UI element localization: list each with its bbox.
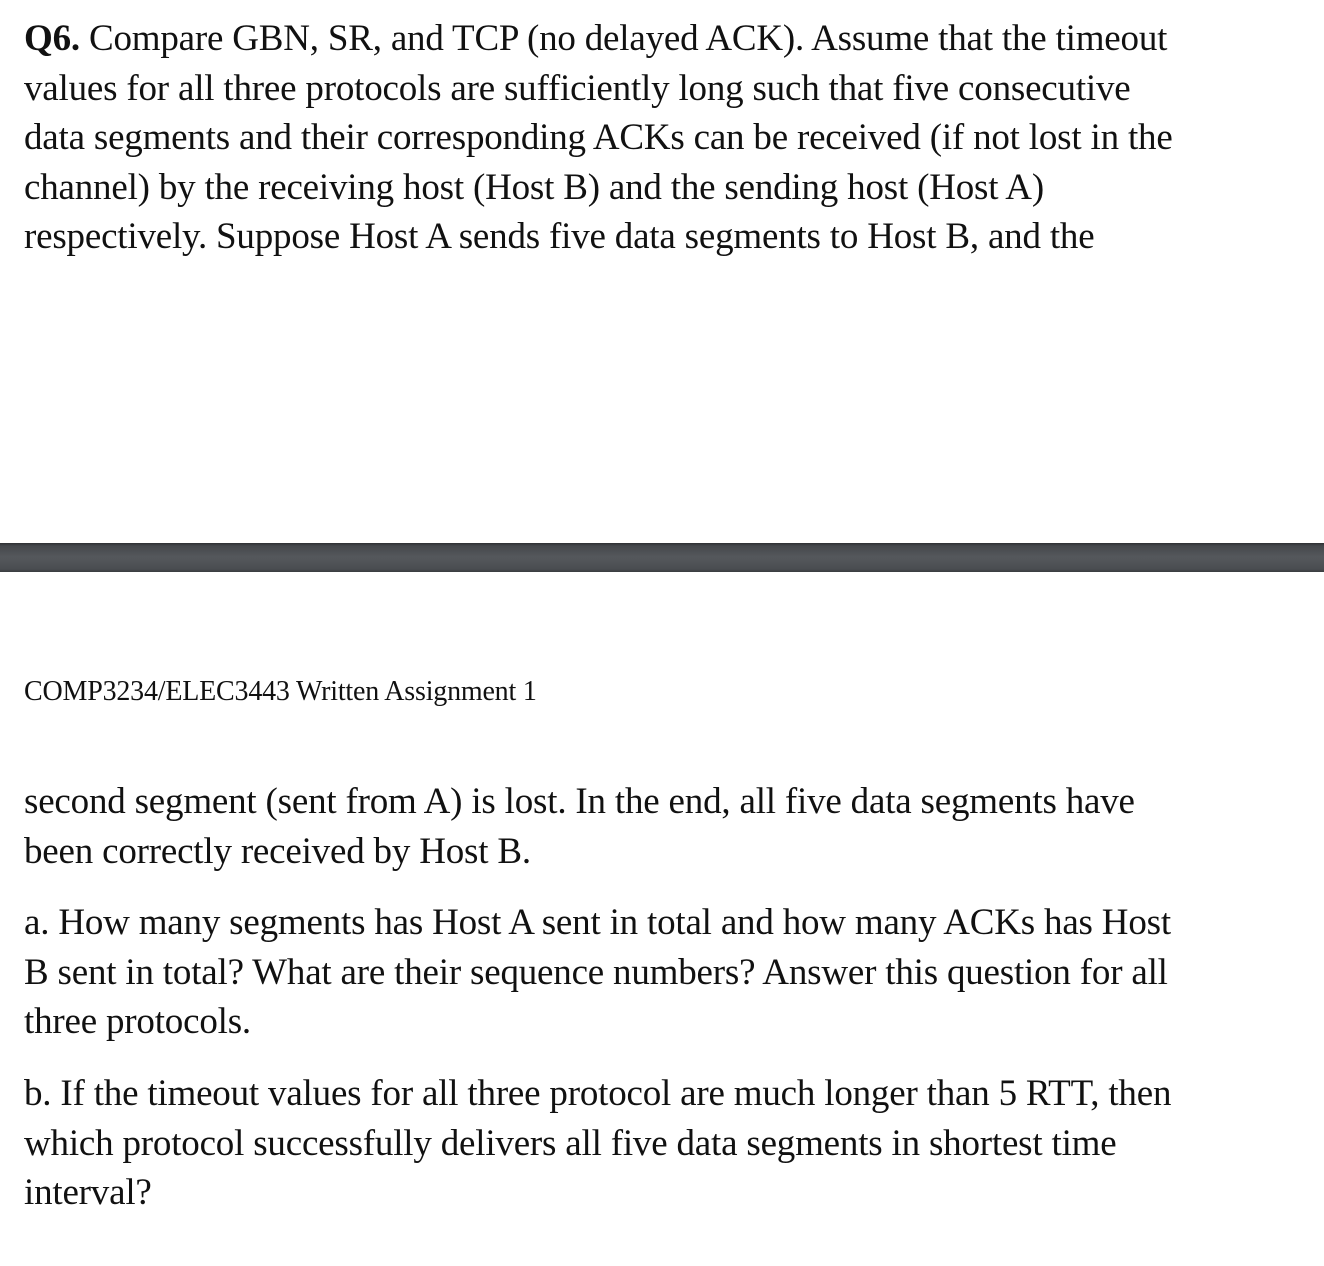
part-a-paragraph — [24, 898, 1314, 1047]
question-line-4: channel) by the receiving host (Host B) and the sending host (Host A) — [24, 166, 1044, 208]
question-line-5: respectively. Suppose Host A sends five data segments to Host B, and the — [24, 216, 1095, 258]
question-line-1 — [24, 14, 1314, 64]
page-top — [0, 0, 1324, 543]
part-a-line-2: B sent in total? What are their sequence numbers? Answer this question for all — [24, 951, 1168, 993]
part-b-line-2: which protocol successfully delivers all five data segments in shortest time — [24, 1122, 1117, 1164]
question-line-1-text: Compare GBN, SR, and TCP (no delayed ACK). Assume that the timeout — [79, 18, 1168, 59]
question-label: Q6. — [24, 18, 80, 59]
part-a-line-1: a. How many segments has Host A sent in total and how many ACKs has Host — [24, 902, 1171, 943]
continuation-paragraph — [24, 777, 1314, 876]
question-line-2: values for all three protocols are sufficiently long such that five consecutive — [24, 67, 1131, 109]
continuation-line-2: been correctly received by Host B. — [24, 830, 531, 872]
page-header: COMP3234/ELEC3443 Written Assignment 1 — [24, 676, 537, 707]
question-line-3: data segments and their corresponding ACKs can be received (if not lost in the — [24, 117, 1173, 159]
page-break-separator — [0, 543, 1324, 572]
part-b-paragraph — [24, 1069, 1314, 1218]
part-b-line-3: interval? — [24, 1172, 152, 1214]
continuation-line-1: second segment (sent from A) is lost. In the end, all five data segments have — [24, 781, 1135, 822]
part-a-line-3: three protocols. — [24, 1001, 251, 1043]
question-paragraph — [24, 14, 1314, 262]
part-b-line-1: b. If the timeout values for all three protocol are much longer than 5 RTT, then — [24, 1073, 1172, 1114]
